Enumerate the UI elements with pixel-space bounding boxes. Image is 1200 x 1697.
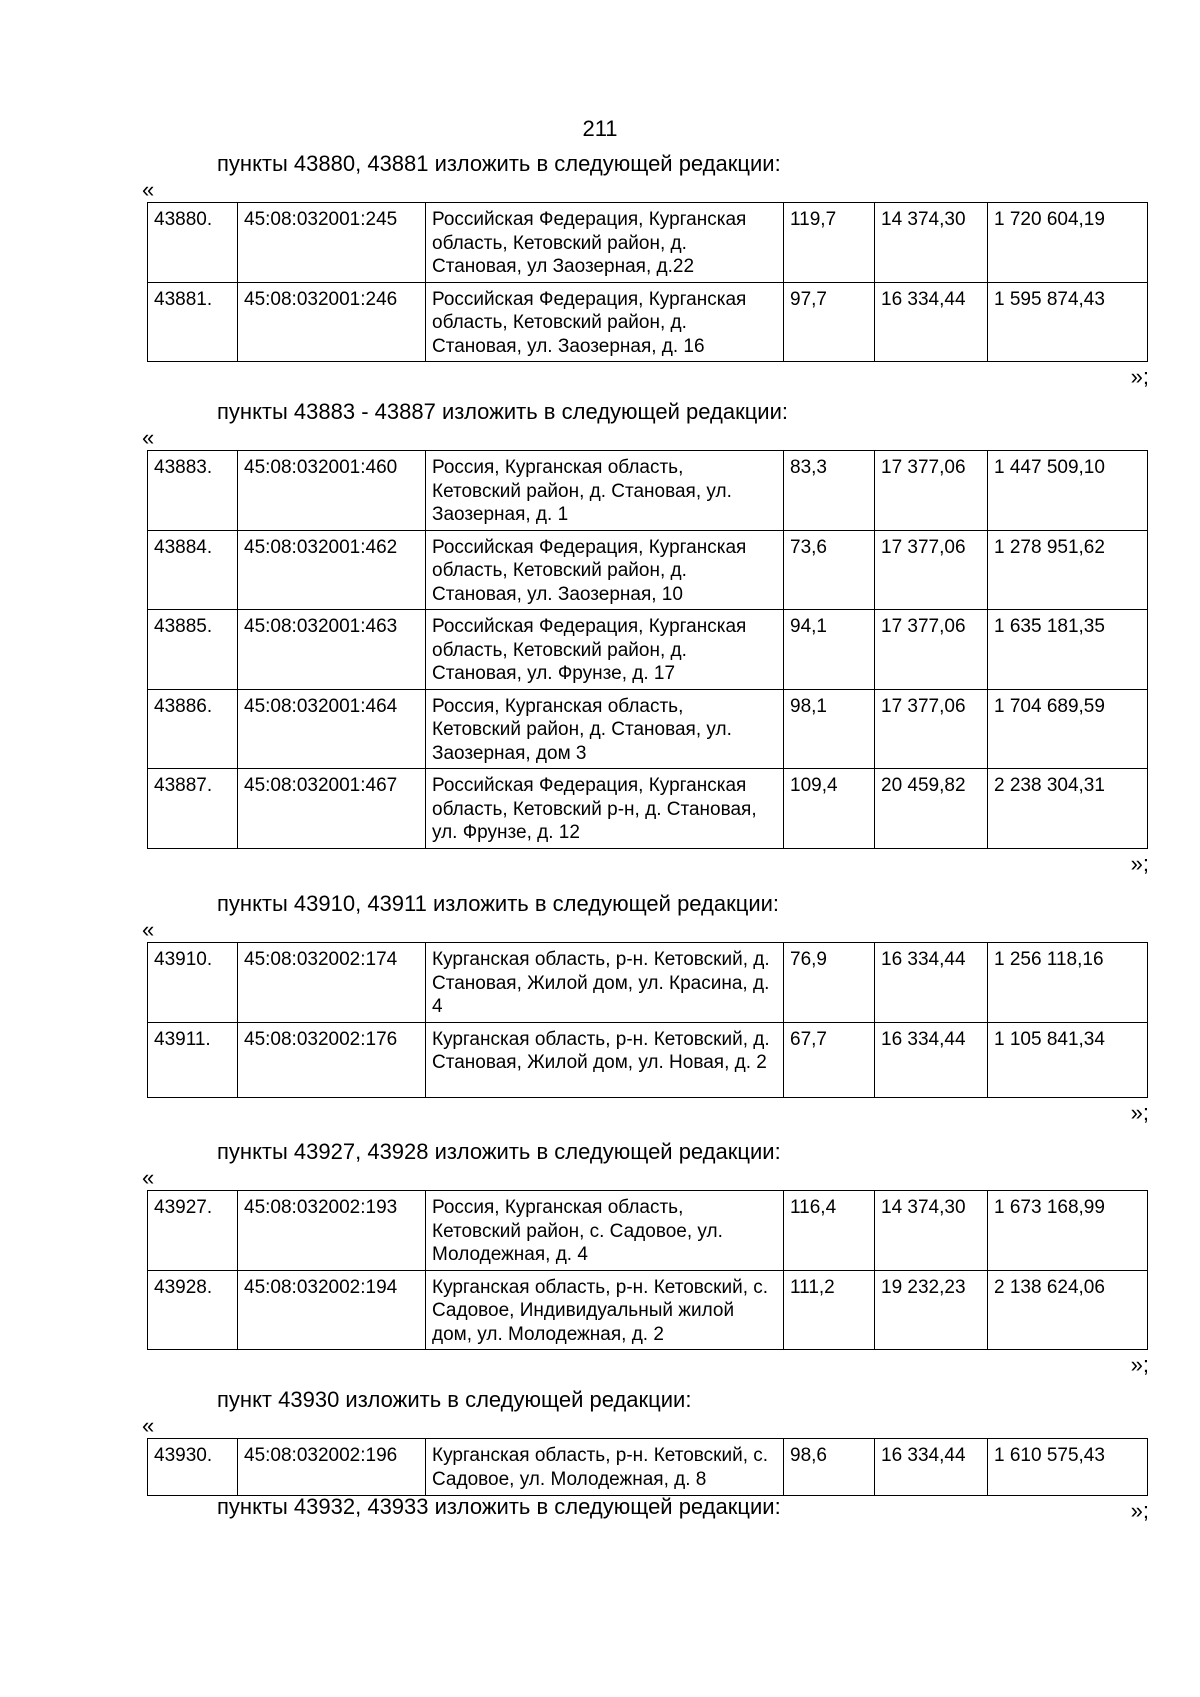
address-cell: Российская Федерация, Курганская область, Кетовский район, д. Становая, ул. Заозерная, д. 16 bbox=[426, 282, 784, 362]
item-number-cell: 43880. bbox=[148, 203, 238, 283]
cadastral-number-cell: 45:08:032001:462 bbox=[238, 530, 426, 610]
amendment-section bbox=[142, 1138, 1149, 1378]
cadastral-value-cell: 2 238 304,31 bbox=[988, 769, 1148, 849]
cadastral-number-cell: 45:08:032001:464 bbox=[238, 689, 426, 769]
quote-close: »; bbox=[1130, 1099, 1149, 1125]
table-row bbox=[148, 530, 1148, 610]
section-intro: пункт 43930 изложить в следующей редакции: bbox=[217, 1387, 692, 1412]
price-per-unit-cell: 14 374,30 bbox=[875, 1191, 988, 1271]
table-row bbox=[148, 1191, 1148, 1271]
cadastral-number-cell: 45:08:032001:460 bbox=[238, 451, 426, 531]
cadastral-value-cell: 1 447 509,10 bbox=[988, 451, 1148, 531]
cadastral-value-cell: 1 635 181,35 bbox=[988, 610, 1148, 690]
area-cell: 119,7 bbox=[784, 203, 875, 283]
table-row bbox=[148, 282, 1148, 362]
item-number-cell: 43911. bbox=[148, 1022, 238, 1097]
price-per-unit-cell: 16 334,44 bbox=[875, 282, 988, 362]
property-table bbox=[147, 1190, 1148, 1350]
cadastral-number-cell: 45:08:032001:467 bbox=[238, 769, 426, 849]
quote-close: »; bbox=[1130, 364, 1149, 389]
cadastral-number-cell: 45:08:032002:193 bbox=[238, 1191, 426, 1271]
address-cell: Российская Федерация, Курганская область, Кетовский район, д. Становая, ул. Заозерная, 10 bbox=[426, 530, 784, 610]
area-cell: 98,6 bbox=[784, 1439, 875, 1496]
price-per-unit-cell: 17 377,06 bbox=[875, 689, 988, 769]
table-row bbox=[148, 203, 1148, 283]
cadastral-value-cell: 1 720 604,19 bbox=[988, 203, 1148, 283]
area-cell: 98,1 bbox=[784, 689, 875, 769]
cadastral-value-cell: 1 673 168,99 bbox=[988, 1191, 1148, 1271]
price-per-unit-cell: 14 374,30 bbox=[875, 203, 988, 283]
cadastral-value-cell: 1 595 874,43 bbox=[988, 282, 1148, 362]
quote-open: « bbox=[142, 425, 155, 450]
item-number-cell: 43910. bbox=[148, 943, 238, 1023]
quote-open: « bbox=[142, 917, 155, 942]
price-per-unit-cell: 17 377,06 bbox=[875, 530, 988, 610]
cadastral-value-cell: 1 704 689,59 bbox=[988, 689, 1148, 769]
quote-close: »; bbox=[1130, 1498, 1149, 1523]
table-row bbox=[148, 689, 1148, 769]
item-number-cell: 43886. bbox=[148, 689, 238, 769]
table-row bbox=[148, 610, 1148, 690]
cadastral-number-cell: 45:08:032001:246 bbox=[238, 282, 426, 362]
section-intro: пункты 43927, 43928 изложить в следующей редакции: bbox=[217, 1139, 781, 1164]
amendment-section bbox=[142, 398, 1149, 877]
table-row bbox=[148, 451, 1148, 531]
page-number: 211 bbox=[582, 116, 618, 141]
table-row bbox=[148, 1022, 1148, 1097]
quote-open: « bbox=[142, 177, 155, 202]
area-cell: 109,4 bbox=[784, 769, 875, 849]
property-table bbox=[147, 942, 1148, 1098]
area-cell: 76,9 bbox=[784, 943, 875, 1023]
address-cell: Российская Федерация, Курганская область, Кетовский район, д. Становая, ул Заозерная, д.22 bbox=[426, 203, 784, 283]
address-cell: Курганская область, р-н. Кетовский, д. Становая, Жилой дом, ул. Новая, д. 2 bbox=[426, 1022, 784, 1097]
address-cell: Россия, Курганская область, Кетовский район, с. Садовое, ул. Молодежная, д. 4 bbox=[426, 1191, 784, 1271]
quote-open: « bbox=[142, 1165, 155, 1190]
price-per-unit-cell: 16 334,44 bbox=[875, 1439, 988, 1496]
quote-close: »; bbox=[1130, 850, 1149, 876]
cadastral-number-cell: 45:08:032002:176 bbox=[238, 1022, 426, 1097]
item-number-cell: 43927. bbox=[148, 1191, 238, 1271]
price-per-unit-cell: 16 334,44 bbox=[875, 943, 988, 1023]
area-cell: 94,1 bbox=[784, 610, 875, 690]
property-table bbox=[147, 202, 1148, 362]
item-number-cell: 43885. bbox=[148, 610, 238, 690]
cadastral-value-cell: 1 105 841,34 bbox=[988, 1022, 1148, 1097]
item-number-cell: 43928. bbox=[148, 1270, 238, 1350]
price-per-unit-cell: 20 459,82 bbox=[875, 769, 988, 849]
price-per-unit-cell: 17 377,06 bbox=[875, 451, 988, 531]
amendment-section bbox=[142, 150, 1149, 390]
address-cell: Россия, Курганская область, Кетовский район, д. Становая, ул. Заозерная, дом 3 bbox=[426, 689, 784, 769]
cadastral-number-cell: 45:08:032002:174 bbox=[238, 943, 426, 1023]
item-number-cell: 43883. bbox=[148, 451, 238, 531]
area-cell: 97,7 bbox=[784, 282, 875, 362]
cadastral-number-cell: 45:08:032001:463 bbox=[238, 610, 426, 690]
address-cell: Курганская область, р-н. Кетовский, с. Садовое, ул. Молодежная, д. 8 bbox=[426, 1439, 784, 1496]
item-number-cell: 43887. bbox=[148, 769, 238, 849]
item-number-cell: 43884. bbox=[148, 530, 238, 610]
table-row bbox=[148, 1439, 1148, 1496]
area-cell: 116,4 bbox=[784, 1191, 875, 1271]
price-per-unit-cell: 17 377,06 bbox=[875, 610, 988, 690]
quote-close: »; bbox=[1130, 1352, 1149, 1377]
address-cell: Курганская область, р-н. Кетовский, с. Садовое, Индивидуальный жилой дом, ул. Молодежная, д. 2 bbox=[426, 1270, 784, 1350]
property-table bbox=[147, 450, 1148, 849]
area-cell: 83,3 bbox=[784, 451, 875, 531]
cadastral-value-cell: 1 610 575,43 bbox=[988, 1439, 1148, 1496]
table-row bbox=[148, 943, 1148, 1023]
address-cell: Российская Федерация, Курганская область, Кетовский район, д. Становая, ул. Фрунзе, д. 17 bbox=[426, 610, 784, 690]
table-row bbox=[148, 1270, 1148, 1350]
amendment-section bbox=[142, 890, 1149, 1126]
price-per-unit-cell: 16 334,44 bbox=[875, 1022, 988, 1097]
cadastral-number-cell: 45:08:032001:245 bbox=[238, 203, 426, 283]
cadastral-number-cell: 45:08:032002:194 bbox=[238, 1270, 426, 1350]
table-row bbox=[148, 769, 1148, 849]
section-intro: пункты 43880, 43881 изложить в следующей редакции: bbox=[217, 151, 781, 176]
quote-open: « bbox=[142, 1413, 155, 1438]
cadastral-value-cell: 1 256 118,16 bbox=[988, 943, 1148, 1023]
section-intro-final: пункты 43932, 43933 изложить в следующей редакции: bbox=[217, 1494, 781, 1519]
area-cell: 67,7 bbox=[784, 1022, 875, 1097]
area-cell: 73,6 bbox=[784, 530, 875, 610]
section-intro: пункты 43883 - 43887 изложить в следующей редакции: bbox=[217, 399, 789, 424]
address-cell: Россия, Курганская область, Кетовский район, д. Становая, ул. Заозерная, д. 1 bbox=[426, 451, 784, 531]
address-cell: Курганская область, р-н. Кетовский, д. Становая, Жилой дом, ул. Красина, д. 4 bbox=[426, 943, 784, 1023]
area-cell: 111,2 bbox=[784, 1270, 875, 1350]
price-per-unit-cell: 19 232,23 bbox=[875, 1270, 988, 1350]
cadastral-value-cell: 1 278 951,62 bbox=[988, 530, 1148, 610]
address-cell: Российская Федерация, Курганская область, Кетовский р-н, д. Становая, ул. Фрунзе, д. 12 bbox=[426, 769, 784, 849]
section-intro: пункты 43910, 43911 изложить в следующей редакции: bbox=[217, 891, 780, 916]
cadastral-number-cell: 45:08:032002:196 bbox=[238, 1439, 426, 1496]
item-number-cell: 43881. bbox=[148, 282, 238, 362]
item-number-cell: 43930. bbox=[148, 1439, 238, 1496]
cadastral-value-cell: 2 138 624,06 bbox=[988, 1270, 1148, 1350]
property-table bbox=[147, 1438, 1148, 1496]
